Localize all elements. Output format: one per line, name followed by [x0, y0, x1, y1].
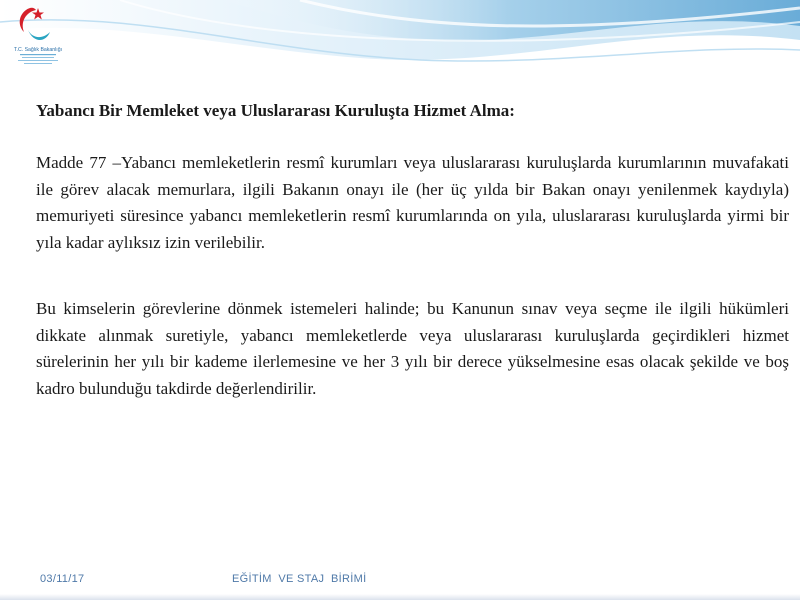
ministry-of-health-logo: [6, 4, 70, 70]
crescent-icon: [20, 8, 36, 32]
paragraph-article-77: Madde 77 –Yabancı memleketlerin resmî kurumları veya uluslararası kuruluşlarda kurumlarının muvafakati ile görev alacak memurlara, ilgili Bakanın onayı ile (her üç yılda bir Bakan onayı yenilenmek kaydıyla) memuriyeti süresince yabancı memleketlerin resmî kurumlarında on yıla, uluslararası kuruluşlarda yirmi bir yıla kadar aylıksız izin verilebilir.: [36, 153, 789, 252]
footer-unit-name: EĞİTİM VE STAJ BİRİMİ: [232, 573, 367, 585]
footer-date: 03/11/17: [40, 573, 85, 585]
paragraph-return-to-duty: Bu kimselerin görevlerine dönmek istemeleri halinde; bu Kanunun sınav veya seçme ile ilgili hükümleri dikkate alınmak suretiyle, yabancı memleketlerde veya uluslararası kuruluşlarda geçirdikleri hizmet sürelerinin her yılı bir kademe ilerlemesine ve her 3 yılı bir derece yükselmesine esas olacak şekilde ve boş kadro bulunduğu takdirde değerlendirilir.: [36, 299, 789, 398]
slide-body: [36, 98, 789, 402]
logo-text: T.C. Sağlık Bakanlığı: [13, 47, 63, 53]
wave-icon: [28, 30, 50, 40]
slide-title: Yabancı Bir Memleket veya Uluslararası Kuruluşta Hizmet Alma:: [36, 101, 515, 120]
bottom-edge-shadow: [0, 594, 800, 600]
header-wave-decoration: [0, 0, 800, 90]
